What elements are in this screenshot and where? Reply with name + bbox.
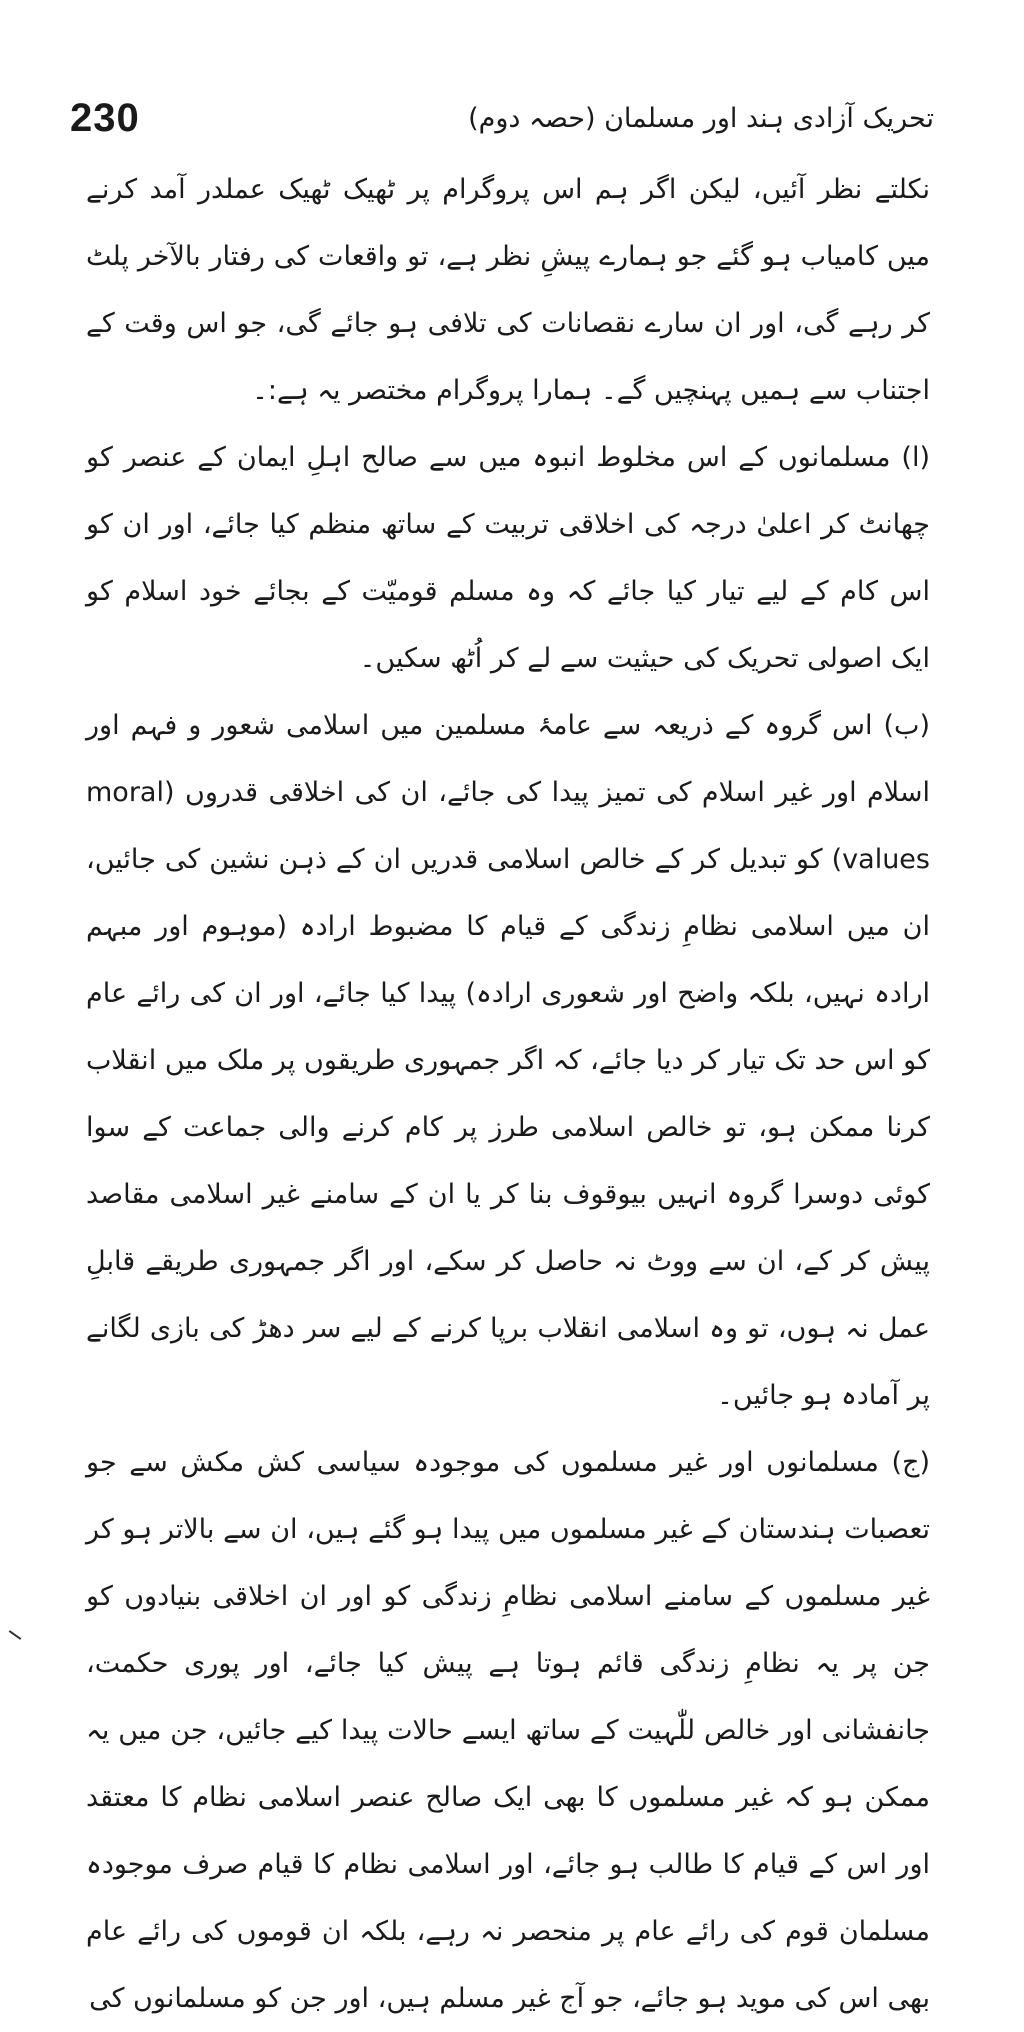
page-header <box>70 88 934 148</box>
paragraph-intro: نکلتے نظر آئیں، لیکن اگر ہم اس پروگرام پر ٹھیک ٹھیک عملدر آمد کرنے میں کامیاب ہو گئے جو ہمارے پیشِ نظر ہے، تو واقعات کی رفتار بالآخر پلٹ کر رہے گی، اور ان سارے نقصانات کی تلافی ہو جائے گی، جو اس وقت کے اجتناب سے ہمیں پہنچیں گے۔ ہمارا پروگرام مختصر یہ ہے:۔ <box>86 174 930 406</box>
scan-mark <box>9 1630 22 1640</box>
paragraph-jeem: (ج) مسلمانوں اور غیر مسلموں کی موجودہ سیاسی کش مکش سے جو تعصبات ہندستان کے غیر مسلموں میں پیدا ہو گئے ہیں، ان سے بالاتر ہو کر غیر مسلموں کے سامنے اسلامی نظامِ زندگی کو اور ان اخلاقی بنیادوں کو جن پر یہ نظامِ زندگی قائم ہوتا ہے پیش کیا جائے، اور پوری حکمت، جانفشانی اور خالص للّٰہیت کے ساتھ ایسے حالات پیدا کیے جائیں، جن میں یہ ممکن ہو کہ غیر مسلموں کا بھی ایک صالح عنصر اسلامی نظام کا معتقد اور اس کے قیام کا طالب ہو جائے، اور اسلامی نظام کا قیام صرف موجودہ مسلمان قوم کی رائے عام پر منحصر نہ رہے، بلکہ ان قوموں کی رائے عام بھی اس کی موید ہو جائے، جو آج غیر مسلم ہیں، اور جن کو مسلمانوں کی <box>86 1447 930 2014</box>
page-number: 230 <box>70 95 140 140</box>
paragraph-alif: (ا) مسلمانوں کے اس مخلوط انبوہ میں سے صالح اہلِ ایمان کے عنصر کو چھانٹ کر اعلیٰ درجہ کی اخلاقی تربیت کے ساتھ منظم کیا جائے، اور ان کو اس کام کے لیے تیار کیا جائے کہ وہ مسلم قومیّت کے بجائے خود اسلام کو ایک اصولی تحریک کی حیثیت سے لے کر اُٹھ سکیں۔ <box>86 442 930 674</box>
paragraph-bay: (ب) اس گروہ کے ذریعہ سے عامۂ مسلمین میں اسلامی شعور و فہم اور اسلام اور غیر اسلام کی تمیز پیدا کی جائے، ان کی اخلاقی قدروں (moral values) کو تبدیل کر کے خالص اسلامی قدریں ان کے ذہن نشین کی جائیں، ان میں اسلامی نظامِ زندگی کے قیام کا مضبوط ارادہ (موہوم اور مبہم ارادہ نہیں، بلکہ واضح اور شعوری ارادہ) پیدا کیا جائے، اور ان کی رائے عام کو اس حد تک تیار کر دیا جائے، کہ اگر جمہوری طریقوں پر ملک میں انقلاب کرنا ممکن ہو، تو خالص اسلامی طرز پر کام کرنے والی جماعت کے سوا کوئی دوسرا گروہ انہیں بیوقوف بنا کر یا ان کے سامنے غیر اسلامی مقاصد پیش کر کے، ان سے ووٹ نہ حاصل کر سکے، اور اگر جمہوری طریقے قابلِ عمل نہ ہوں، تو وہ اسلامی انقلاب برپا کرنے کے لیے سر دھڑ کی بازی لگانے پر آمادہ ہو جائیں۔ <box>86 710 930 1411</box>
body-text <box>86 156 930 2032</box>
running-title: تحریک آزادی ہند اور مسلمان (حصہ دوم) <box>468 102 934 134</box>
